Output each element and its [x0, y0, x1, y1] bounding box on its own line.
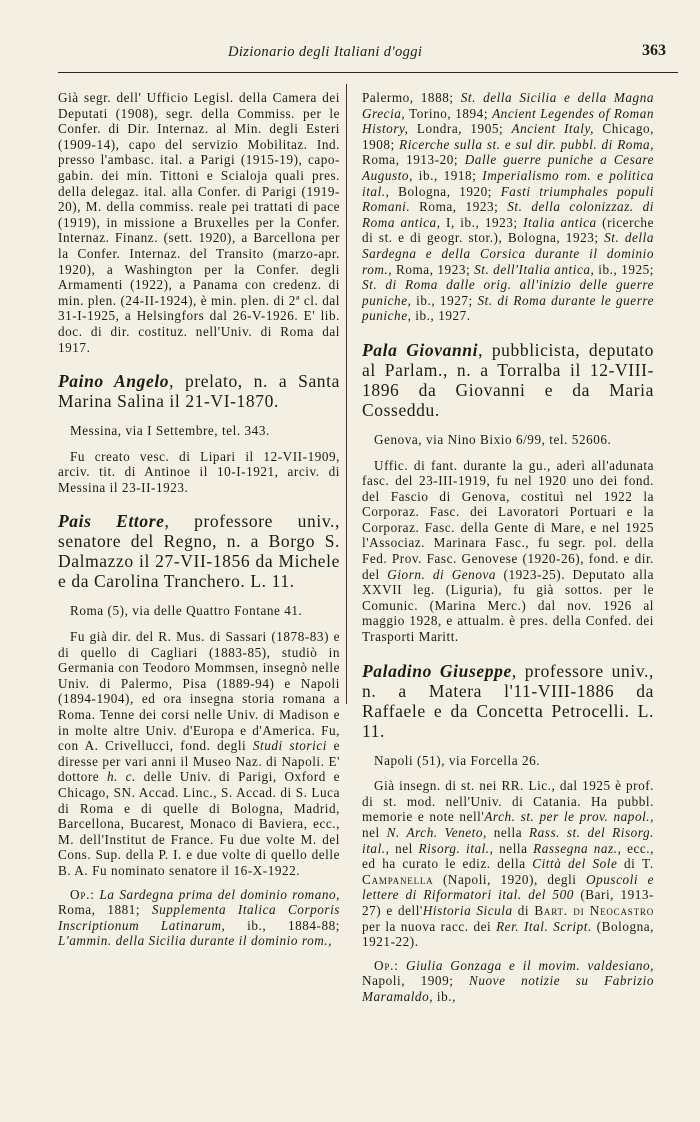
text-run: nella	[486, 825, 530, 840]
work-title: Risorg. ital.,	[418, 840, 494, 856]
work-title: Opuscoli e lettere di Riformatori ital. del 500	[362, 871, 654, 903]
text-run: (Bari, 1913-27) e dell'	[362, 887, 654, 918]
bio-text: Uffic. di fant. durante la gu., aderì all'adunata fasc. del 23-III-1919, fu nel 1920 uno dei fond. del Fascio di Genova, costituì nel 1922 la Corporaz. Fasc. dei Lavoratori Portuari e la Corporaz. Fasc. della Gente di Mare, e nel 1925 l'Associaz. Marinara Fasc., fu segr. pol. della Fed. Prov. Fasc. Genovese (1920-26), fond. e dir. del	[362, 457, 654, 582]
work-title: Ancient Italy,	[511, 121, 595, 137]
entry-address: Messina, via I Settembre, tel. 343.	[70, 423, 270, 439]
entry-heading-text: , professore univ., n. a Matera l'11-VIII-1886 da Raffaele e da Concetta Petrocelli. L. 11.	[362, 660, 654, 741]
work-info: Roma, 1881;	[58, 902, 152, 918]
work-title: Fasti triumphales populi Romani.	[362, 183, 654, 215]
column-divider	[346, 84, 347, 704]
entry-address: Roma (5), via delle Quattro Fontane 41.	[70, 603, 303, 619]
bio-text: delle Univ. di Parigi, Oxford e Chicago, SN. Accad. Linc., S. Accad. di S. Luca di Roma e di quelle di Bologna, Madrid, Barcellona, Bucarest, Monaco di Baviera, ecc., M. dell'Institut de France. Fu due volte M. del Cons. Sup. della P. I. e due volte di quello delle B. A. Fu nominato senatore il 16-X-1922.	[58, 769, 340, 878]
bio-title: h. c.	[106, 769, 136, 785]
text-run: Roma, 1923;	[392, 261, 475, 277]
entry-heading-paino	[58, 371, 340, 411]
work-title: Rassegna naz.,	[533, 840, 622, 856]
text-run: nel	[389, 840, 419, 856]
work-title: St. della Sicilia e della Magna Grecia,	[362, 90, 654, 121]
work-title: St. della colonizzaz. di Roma antica,	[362, 199, 654, 230]
running-title: Dizionario degli Italiani d'oggi	[228, 44, 423, 60]
work-info: ib., 1884-88;	[225, 917, 341, 933]
entry-bio	[362, 458, 654, 645]
work-title: St. dell'Italia antica,	[474, 261, 595, 277]
work-title: Arch. st. per le prov. napol.,	[484, 809, 654, 825]
entry-heading-pais	[58, 511, 340, 591]
work-title: St. di Roma dalle orig. all'inizio delle guerre puniche,	[362, 277, 654, 308]
text-run: (ricerche di st. e di geogr. stor.), Bologna, 1923;	[362, 214, 654, 246]
entry-works	[362, 958, 654, 1005]
entry-name: Paladino Giuseppe	[362, 660, 512, 681]
text-run: Roma, 1923;	[410, 199, 508, 215]
work-title: Italia antica	[523, 214, 597, 230]
text-run: (Bologna, 1921-22).	[362, 918, 654, 950]
entry-works	[58, 887, 340, 949]
work-title: Nuove notizie su Fabrizio Maramaldo,	[362, 973, 654, 1004]
entry-address: Genova, via Nino Bixio 6/99, tel. 52606.	[374, 431, 612, 447]
entry-continuation-text: Già segr. dell' Ufficio Legisl. della Camera dei Deputati (1908), segr. della Commiss. per le Confer. di Dir. Internaz. al Min. degli Esteri (1909-14), capo del servizio Mobilitaz. Ind. presso l'ambasc. ital. a Parigi (1915-19), capo-gabin. dei min. Tittoni e Scialoja quali pres. della delegaz. ital. alla Confer. di Parigi (1919-20), M. della commiss. reale pei trattati di pace (1919), in missione a Bruxelles per la Confer. Internaz. Finanz. (sett. 1920), a Barcellona per la Confer. Internaz. del Transito (marzo-apr. 1920), a Washington per la Confer. degli Armamenti (1922), a Panama con credenz. di min. plen. (24-II-1924), è min. plen. di 2ª cl. dal 31-I-1925, a Helsingfors dal 26-V-1926. E' lib. doc. di dir. costituz. nell'Univ. di Roma dal 1917.	[58, 90, 340, 355]
work-title: St. di Roma durante le guerre puniche,	[362, 292, 654, 324]
text-run: Napoli, 1909;	[362, 973, 470, 989]
text-run: per la nuova racc. dei	[362, 918, 497, 934]
work-title: L'ammin. della Sicilia durante il dominio rom.,	[58, 933, 332, 949]
bio-text: (1923-25). Deputato alla XXVII leg. (Liguria), fu già sottos. per le Comunic. (Marina Merc.) dal nov. 1926 al maggio 1928, e attualm. è pres. della Confed. dei Trasporti Maritt.	[362, 566, 655, 645]
entry-continuation-works	[362, 90, 654, 324]
work-title: Ricerche sulla st. e sul dir. pubbl. di Roma,	[399, 136, 655, 152]
text-run: ecc., ed ha curato le ediz. della	[362, 840, 654, 872]
work-title: N. Arch. Veneto,	[386, 825, 487, 840]
work-title: Giulia Gonzaga e il movim. valdesiano,	[398, 957, 654, 973]
entry-address: Napoli (51), via Forcella 26.	[374, 752, 541, 768]
running-header	[58, 38, 678, 73]
entry-bio	[58, 629, 340, 879]
bio-title: Studi storici	[252, 738, 327, 754]
entry-heading-pala	[362, 340, 654, 420]
text-run: ib., 1927;	[411, 292, 478, 308]
entry-heading-paladino	[362, 661, 654, 741]
work-title: Historia Sicula	[422, 902, 513, 918]
work-title: Dalle guerre puniche a Cesare Augusto,	[362, 152, 654, 183]
text-run: Chicago, 1908;	[362, 121, 655, 152]
work-title: Rer. Ital. Script.	[496, 918, 592, 934]
text-run: Roma, 1913-20;	[362, 152, 465, 168]
bio-title: Giorn. di Genova	[387, 566, 497, 582]
bio-text: Fu già dir. del R. Mus. di Sassari (1878-83) e di quello di Cagliari (1883-85), studiò in Germania con Teodoro Mommsen, insegnò nelle Univ. di Palermo, Pisa (1889-94) e Napoli (1894-1904), ed ora insegna storia romana a Roma. Tenne dei corsi nelle Univ. di Madison e in molte altre Univ. d'Europa e d'America. Fu, con A. Crivellucci, fond. degli	[58, 629, 340, 754]
text-run: T. Campanella	[362, 856, 654, 887]
entry-heading-text: , professore univ., senatore del Regno, n. a Borgo S. Dalmazzo il 27-VII-1856 da Michele e da Carolina Tranchero. L. 11.	[58, 511, 341, 592]
entry-heading-text: , prelato, n. a Santa Marina Salina il 21-VI-1870.	[58, 371, 340, 412]
work-title: St. della Sardegna e della Corsica durante il dominio rom.,	[362, 230, 655, 277]
text-run: ib., 1927.	[411, 308, 471, 324]
text-run: Op.:	[374, 957, 399, 973]
text-run: Torino, 1894;	[405, 105, 493, 121]
entry-name: Paino Angelo	[58, 371, 170, 392]
work-title: Supplementa Italica Corporis Inscriptionum Latinarum,	[58, 902, 340, 933]
text-run: di	[512, 902, 535, 918]
text-run: nel	[362, 825, 387, 840]
text-run: Palermo, 1888;	[362, 90, 461, 105]
work-title: Imperialismo rom. e politica ital.,	[362, 167, 654, 199]
page-number: 363	[642, 42, 666, 59]
text-run: (Napoli, 1920), degli	[433, 871, 587, 887]
right-column	[362, 90, 654, 1005]
entry-bio	[362, 778, 654, 950]
entry-heading-text: , pubblicista, deputato al Parlam., n. a Torralba il 12-VIII-1896 da Giovanni e da Maria Cosseddu.	[362, 339, 654, 420]
text-run: I, ib., 1923;	[440, 214, 524, 230]
entry-name: Pais Ettore	[58, 511, 165, 532]
work-title: Ancient Legendes of Roman History,	[362, 105, 654, 137]
work-title: La Sardegna prima del dominio romano,	[94, 886, 340, 902]
bio-text: e diresse per vari anni il Museo Naz. di Napoli. E' dottore	[58, 738, 340, 785]
work-title: Città del Sole	[532, 856, 618, 872]
text-run: Già insegn. di st. nei RR. Lic., dal 1925 è prof. di st. mod. nell'Univ. di Catania. Ha pubbl. memorie e note nell'	[362, 778, 654, 825]
works-label: Op.:	[70, 886, 95, 902]
text-run: ib., 1925;	[594, 261, 654, 277]
entry-name: Pala Giovanni	[362, 339, 479, 360]
text-run: Bart. di Neocastro	[534, 902, 654, 918]
text-run: Londra, 1905;	[408, 121, 512, 137]
text-run: nella	[493, 840, 534, 856]
work-title: Rass. st. del Risorg. ital.,	[362, 825, 654, 856]
entry-bio: Fu creato vesc. di Lipari il 12-VII-1909, arciv. tit. di Antinoe il 10-I-1921, arciv. di Messina il 23-II-1923.	[58, 448, 340, 495]
text-run: di	[617, 856, 642, 872]
text-run: Bologna, 1920;	[389, 183, 501, 199]
left-column	[58, 90, 340, 949]
text-run: ib.,	[433, 988, 456, 1004]
text-run: ib., 1918;	[412, 167, 483, 183]
